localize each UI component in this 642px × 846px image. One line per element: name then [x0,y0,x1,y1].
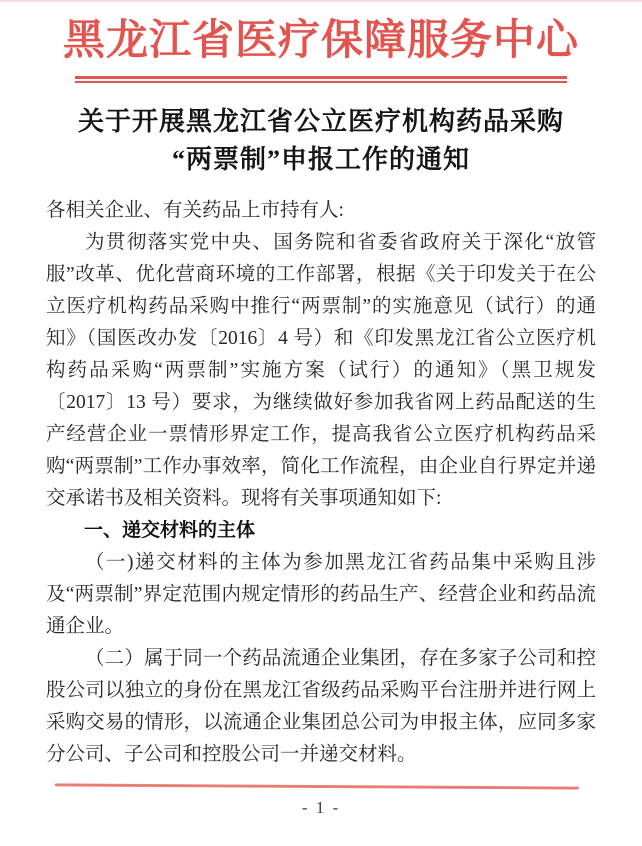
letterhead-org-name: 黑龙江省医疗保障服务中心 [62,18,579,64]
footer-divider [55,783,579,789]
paragraph-item-1: （一)递交材料的主体为参加黑龙江省药品集中采购且涉及“两票制”界定范围内规定情形的药品生产、经营企业和药品流通企业。 [46,551,596,637]
document-title-line2: “两票制”申报工作的通知 [171,144,470,174]
section-heading-1: 一、递交材料的主体 [84,519,256,541]
document-title [0,103,642,179]
scan-artifact-line [0,0,642,2]
paragraph-item-2: （二）属于同一个药品流通企业集团，存在多家子公司和控股公司以独立的身份在黑龙江省级药品采购平台注册并进行网上采购交易的情形，以流通企业集团总公司为申报主体，应同多家分公司、子公司和控股公司一并递交材料。 [46,647,596,765]
salutation: 各相关企业、有关药品上市持有人: [46,199,344,221]
page-number: - 1 - [301,798,341,817]
paragraph-intro: 为贯彻落实党中央、国务院和省委省政府关于深化“放管服”改革、优化营商环境的工作部署，根据《关于印发关于在公立医疗机构药品采购中推行“两票制”的实施意见（试行）的通知》（国医改办发〔2016〕4 号）和《印发黑龙江省公立医疗机构药品采购“两票制”实施方案（试行）的通知》（黑卫规发〔2017〕13 号）要求，为继续做好参加我省网上药品配送的生产经营企业一票情形界定工作，提高我省公立医疗机构药品采购“两票制”工作办事效率，简化工作流程，由企业自行界定并递交承诺书及相关资料。现将有关事项通知如下: [46,231,596,509]
document-body [46,195,596,771]
document-title-line1: 关于开展黑龙江省公立医疗机构药品采购 [77,106,564,136]
letterhead [0,0,642,83]
letterhead-divider [75,76,567,83]
